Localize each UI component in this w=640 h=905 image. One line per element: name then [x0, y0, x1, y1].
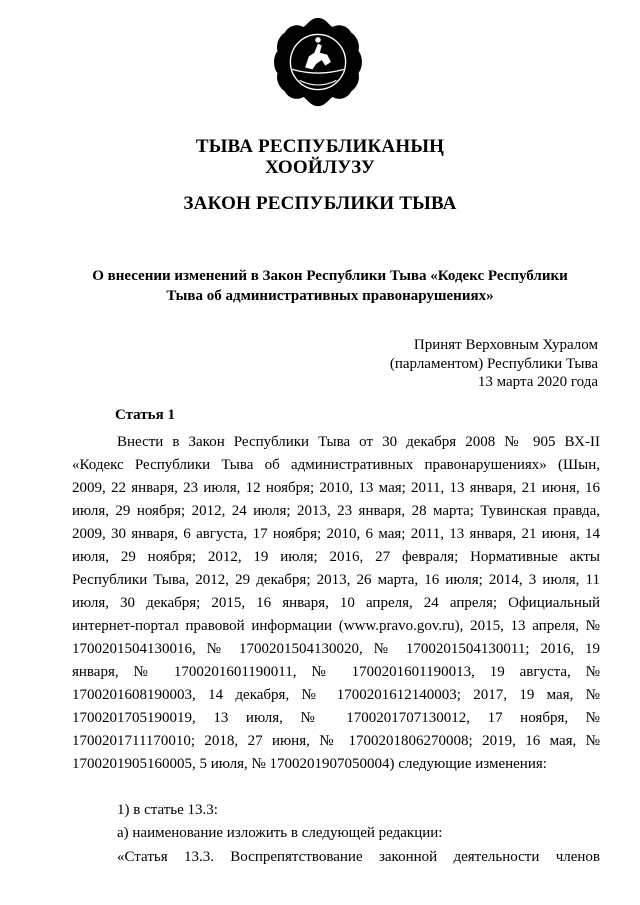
- body-line: января, № 1700201601190011, № 1700201601190013, 19 августа, №: [72, 664, 600, 680]
- header-title-line2: ХООЙЛУЗУ: [264, 157, 376, 178]
- article-body: [72, 431, 600, 776]
- body-line: 2009, 22 января, 23 июля, 12 ноября; 2010, 13 мая; 2011, 13 января, 21 июня, 16: [72, 480, 600, 496]
- body-line: 2009, 30 января, 6 августа, 17 ноября; 2010, 6 мая; 2011, 13 января, 21 июня, 14: [72, 526, 600, 542]
- law-title: ЗАКОН РЕСПУБЛИКИ ТЫВА: [183, 193, 457, 214]
- article-title: Статья 1: [115, 407, 175, 423]
- adoption-date: 13 марта 2020 года: [477, 374, 598, 390]
- body-line: «Кодекс Республики Тыва об административных правонарушениях» (Шын,: [72, 457, 600, 473]
- law-subject-line1: О внесении изменений в Закон Республики Тыва «Кодекс Республики: [92, 268, 568, 284]
- adopted-by-line2: (парламентом) Республики Тыва: [389, 356, 598, 372]
- law-subject-line2: Тыва об административных правонарушениях»: [166, 288, 494, 304]
- body-line: июля, 29 ноября; 2012, 24 июля; 2013, 23 января, 28 марта; Тувинская правда,: [72, 503, 600, 519]
- body-line: 1700201711170010; 2018, 27 июня, № 1700201806270008; 2019, 16 мая, №: [72, 733, 600, 749]
- tuva-emblem-icon: [272, 16, 364, 108]
- body-line: июля, 30 декабря; 2015, 16 января, 10 апреля, 24 апреля; Официальный: [72, 595, 600, 611]
- list-item: 1) в статье 13.3:: [117, 802, 218, 818]
- adopted-by-line1: Принят Верховным Хуралом: [413, 337, 598, 353]
- body-line: июля, 29 ноября; 2012, 19 июля; 2016, 27 февраля; Нормативные акты: [72, 549, 600, 565]
- body-line: 1700201504130016, № 1700201504130020, № 1700201504130011; 2016, 19: [72, 641, 600, 657]
- header-title-line1: ТЫВА РЕСПУБЛИКАНЫҢ: [195, 136, 445, 157]
- body-line: интернет-портал правовой информации (www.pravo.gov.ru), 2015, 13 апреля, №: [72, 618, 600, 634]
- body-line: 1700201905160005, 5 июля, № 1700201907050004) следующие изменения:: [72, 756, 547, 772]
- list-item: а) наименование изложить в следующей редакции:: [117, 825, 443, 841]
- body-line: Внести в Закон Республики Тыва от 30 декабря 2008 № 905 ВХ-II: [117, 434, 600, 450]
- body-line: 1700201608190003, 14 декабря, № 1700201612140003; 2017, 19 мая, №: [72, 687, 600, 703]
- body-line: 1700201705190019, 13 июля, № 1700201707130012, 17 ноября, №: [72, 710, 600, 726]
- list-item: «Статья 13.3. Воспрепятствование законной деятельности членов: [117, 849, 600, 865]
- body-line: Республики Тыва, 2012, 29 декабря; 2013, 26 марта, 16 июля; 2014, 3 июля, 11: [72, 572, 600, 588]
